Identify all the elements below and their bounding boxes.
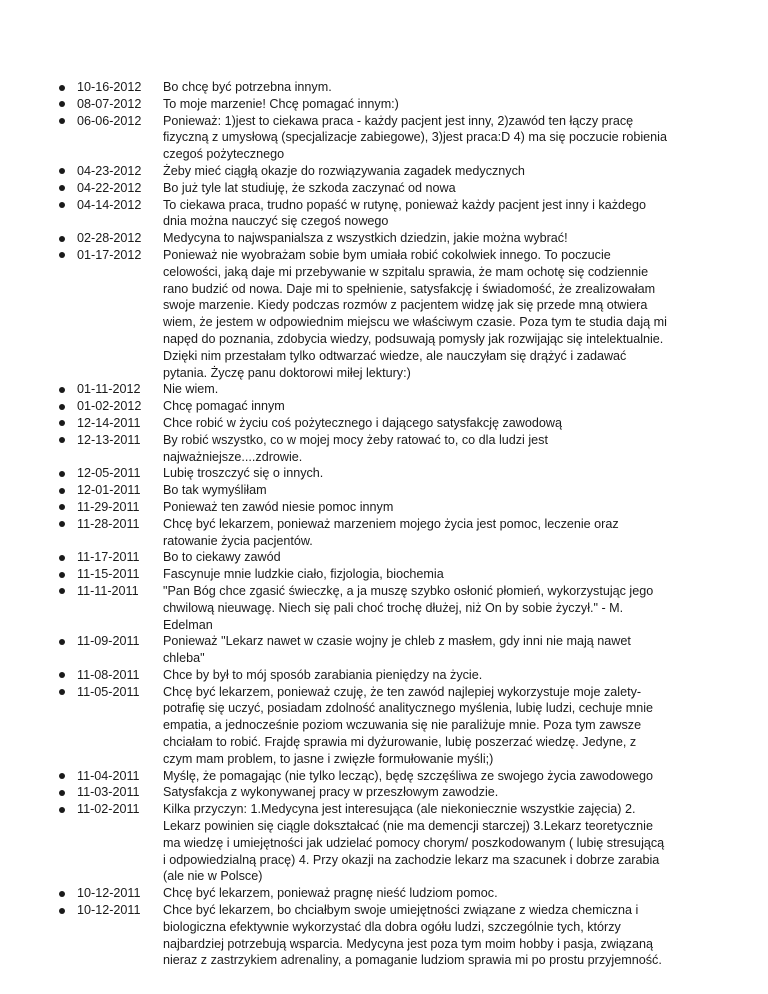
entry-date: 11-02-2011 — [77, 802, 140, 817]
entry-date: 06-06-2012 — [77, 113, 142, 128]
entry-text: Ponieważ ten zawód niesie pomoc innym — [163, 499, 394, 514]
entry-text: Satysfakcja z wykonywanej pracy w przeszłowym zawodzie. — [163, 785, 499, 800]
list-item — [0, 163, 768, 180]
entry-date: 11-11-2011 — [77, 583, 139, 598]
entry-date: 11-05-2011 — [77, 684, 140, 699]
entry-date: 12-14-2011 — [77, 415, 141, 430]
bullet-icon — [59, 555, 65, 561]
bullet-icon — [59, 807, 65, 813]
list-item — [0, 247, 768, 381]
bullet-icon — [59, 420, 65, 426]
bullet-icon — [59, 504, 65, 510]
bullet-icon — [59, 168, 65, 174]
list-item — [0, 499, 768, 516]
list-item — [0, 583, 768, 633]
bullet-icon — [59, 773, 65, 779]
entry-date: 04-22-2012 — [77, 180, 142, 195]
bullet-icon — [59, 85, 65, 91]
entry-date: 08-07-2012 — [77, 96, 142, 111]
list-item — [0, 79, 768, 96]
entry-text: Chcę pomagać innym — [163, 399, 285, 414]
entry-date: 02-28-2012 — [77, 231, 142, 246]
bullet-icon — [59, 672, 65, 678]
entry-date: 01-17-2012 — [77, 247, 142, 262]
entry-date: 11-29-2011 — [77, 499, 140, 514]
entry-text: By robić wszystko, co w mojej mocy żeby ratować to, co dla ludzi jest najważniejsze....zdrowie. — [163, 432, 548, 464]
entry-date: 01-11-2012 — [77, 382, 141, 397]
entry-text: Chce być lekarzem, bo chciałbym swoje umiejętności związane z wiedza chemiczna i biologiczna efektywnie wykorzystać dla dobra ogółu ludzi, szczególnie tych, którzy najbardziej potrzebują wsparcia. Medycyna jest poza tym moim hobby i pasja, związaną nieraz z zastrzykiem adrenaliny, a pomaganie ludziom sprawia mi po prostu przyjemność. — [163, 903, 662, 968]
list-item — [0, 902, 768, 969]
bullet-icon — [59, 908, 65, 914]
entry-text: Chcę być lekarzem, ponieważ marzeniem mojego życia jest pomoc, leczenie oraz ratowanie życia pacjentów. — [163, 516, 619, 548]
entry-text: Żeby mieć ciągłą okazje do rozwiązywania zagadek medycznych — [163, 163, 525, 178]
entry-text: To ciekawa praca, trudno popaść w rutynę, ponieważ każdy pacjent jest inny i każdego dnia można nauczyć się czegoś nowego — [163, 197, 647, 229]
entry-text: Chce by był to mój sposób zarabiania pieniędzy na życie. — [163, 667, 483, 682]
entry-text: Ponieważ: 1)jest to ciekawa praca - każdy pacjent jest inny, 2)zawód ten łączy pracę fizyczną z umysłową (specjalizacje zabiegowe), 3)jest praca:D 4) ma się poczucie robienia czegoś pożytecznego — [163, 113, 667, 162]
entry-date: 11-15-2011 — [77, 567, 140, 582]
list-item — [0, 230, 768, 247]
entry-text: Chcę być lekarzem, ponieważ pragnę nieść ludziom pomoc. — [163, 886, 498, 901]
entry-date: 11-17-2011 — [77, 550, 140, 565]
bullet-icon — [59, 387, 65, 393]
entry-text: Medycyna to najwspanialsza z wszystkich dziedzin, jakie można wybrać! — [163, 231, 568, 246]
entry-text: Bo już tyle lat studiuję, że szkoda zaczynać od nowa — [163, 180, 456, 195]
bullet-icon — [59, 185, 65, 191]
bullet-icon — [59, 437, 65, 443]
list-item — [0, 549, 768, 566]
list-item — [0, 885, 768, 902]
entry-date: 10-16-2012 — [77, 80, 142, 94]
bullet-icon — [59, 488, 65, 494]
list-item — [0, 465, 768, 482]
bullet-icon — [59, 521, 65, 527]
bullet-icon — [59, 101, 65, 107]
list-item — [0, 516, 768, 550]
list-item — [0, 197, 768, 231]
bullet-icon — [59, 572, 65, 578]
entry-date: 11-04-2011 — [77, 768, 140, 783]
bullet-icon — [59, 639, 65, 645]
list-item — [0, 482, 768, 499]
bullet-icon — [59, 588, 65, 594]
bullet-icon — [59, 689, 65, 695]
entry-text: Chcę być lekarzem, ponieważ czuję, że ten zawód najlepiej wykorzystuje moje zalety- potrafię się uczyć, posiadam zdolność analitycznego myślenia, lubię ludzi, cechuje mnie empatia, a jednocześnie poziom wczuwania się nie paraliżuje mnie. Poza tym zawsze chciałam to robić. Frajdę sprawia mi dyżurowanie, lubię poszerzać wiedzę. Jedyne, z czym mam problem, to jasne i zwięzłe formułowanie myśli;) — [163, 684, 654, 766]
entry-text: Lubię troszczyć się o innych. — [163, 466, 324, 481]
list-item — [0, 381, 768, 398]
entry-text: To moje marzenie! Chcę pomagać innym:) — [163, 96, 399, 111]
entry-text: Bo tak wymyśliłam — [163, 483, 267, 498]
list-item — [0, 566, 768, 583]
entry-list — [0, 79, 768, 969]
entry-date: 01-02-2012 — [77, 399, 142, 414]
entry-text: "Pan Bóg chce zgasić świeczkę, a ja muszę szybko osłonić płomień, wykorzystując jego chwilową nieuwagę. Niech się pali choć trochę dłużej, niż On by sobie życzył." - M. Edelman — [163, 583, 654, 632]
list-item — [0, 684, 768, 768]
entry-date: 10-12-2011 — [77, 886, 141, 901]
bullet-icon — [59, 404, 65, 410]
list-item — [0, 415, 768, 432]
bullet-icon — [59, 236, 65, 242]
entry-date: 12-05-2011 — [77, 466, 141, 481]
entry-text: Chce robić w życiu coś pożytecznego i dającego satysfakcję zawodową — [163, 415, 563, 430]
list-item — [0, 398, 768, 415]
bullet-icon — [59, 252, 65, 258]
entry-date: 12-13-2011 — [77, 432, 141, 447]
list-item — [0, 113, 768, 163]
list-item — [0, 667, 768, 684]
entry-date: 11-09-2011 — [77, 634, 140, 649]
list-item — [0, 180, 768, 197]
entry-text: Nie wiem. — [163, 382, 219, 397]
bullet-icon — [59, 202, 65, 208]
list-item — [0, 784, 768, 801]
bullet-icon — [59, 790, 65, 796]
entry-text: Bo chcę być potrzebna innym. — [163, 80, 332, 94]
entry-text: Bo to ciekawy zawód — [163, 550, 281, 565]
entry-text: Ponieważ "Lekarz nawet w czasie wojny je chleb z masłem, gdy inni nie mają nawet chleba" — [163, 634, 631, 666]
entry-date: 11-03-2011 — [77, 785, 140, 800]
bullet-icon — [59, 471, 65, 477]
bullet-icon — [59, 891, 65, 897]
list-item — [0, 96, 768, 113]
list-item — [0, 768, 768, 785]
bullet-icon — [59, 118, 65, 124]
entry-text: Ponieważ nie wyobrażam sobie bym umiała robić cokolwiek innego. To poczucie celowości, jaką daje mi przebywanie w szpitalu sprawia, że mam ochotę się codziennie rano budzić od nowa. Daje mi to spełnienie, satysfakcję i świadomość, że zrealizowałam swoje marzenie. Kiedy podczas rozmów z pacjentem widzę jak się przede mną otwiera wiem, że jestem w odpowiednim miejscu we właściwym czasie. Poza tym te studia dają mi napęd do poznania, zdobycia wiedzy, podsuwają pomysły jak rozwijając się intelektualnie. Dzięki nim przestałam tylko odtwarzać wiedze, ale nauczyłam się drążyć i zadawać pytania. Życzę panu doktorowi miłej lektury:) — [163, 247, 667, 380]
list-item — [0, 432, 768, 466]
entry-date: 11-28-2011 — [77, 516, 140, 531]
entry-date: 11-08-2011 — [77, 667, 140, 682]
list-item — [0, 801, 768, 885]
entry-date: 10-12-2011 — [77, 903, 141, 918]
list-item — [0, 633, 768, 667]
entry-date: 04-14-2012 — [77, 197, 142, 212]
entry-text: Myślę, że pomagając (nie tylko lecząc), będę szczęśliwa ze swojego życia zawodowego — [163, 768, 653, 783]
entry-text: Fascynuje mnie ludzkie ciało, fizjologia, biochemia — [163, 567, 444, 582]
entry-text: Kilka przyczyn: 1.Medycyna jest interesująca (ale niekoniecznie wszystkie zajęcia) 2. Lekarz powinien się ciągle dokształcać (nie ma demencji starczej) 3.Lekarz teoretycznie ma wiedzę i umiejętności jak udzielać pomocy chorym/ poszkodowanym ( lubię stresującą i odpowiedzialną pracę) 4. Przy okazji na zachodzie lekarz ma szacunek i dobrze zarabia (ale nie w Polsce) — [163, 802, 665, 884]
entry-date: 12-01-2011 — [77, 483, 141, 498]
entry-date: 04-23-2012 — [77, 163, 142, 178]
